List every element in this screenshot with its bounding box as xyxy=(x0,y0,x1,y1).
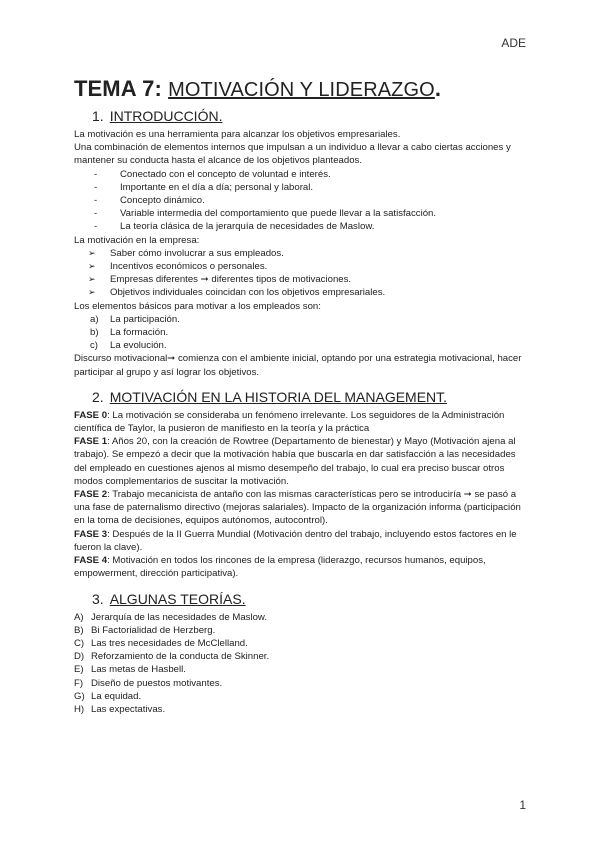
paragraph: La motivación en la empresa: xyxy=(74,234,200,246)
list-item xyxy=(74,650,530,663)
list-text: Bi Factorialidad de Herzberg. xyxy=(91,624,216,636)
title-main: MOTIVACIÓN Y LIDERAZGO xyxy=(168,79,435,101)
list-item: - La teoría clásica de la jerarquía de necesidades de Maslow. xyxy=(74,220,530,233)
section-number: 2. xyxy=(92,388,104,405)
list-item xyxy=(74,677,530,690)
list-text: Las expectativas. xyxy=(91,703,166,715)
paragraph: Una combinación de elementos internos que impulsan a un individuo a llevar a cabo ciertas acciones y mantener su conducta hasta el alcance de los objetivos planteados. xyxy=(74,142,511,167)
list-item xyxy=(74,326,530,339)
list-text: La formación. xyxy=(110,327,169,339)
list-text: La equidad. xyxy=(91,690,142,702)
section-management xyxy=(74,389,530,581)
list-label: b) xyxy=(90,327,99,339)
phase-text: : Después de la II Guerra Mundial (Motivación dentro del trabajo, incluyendo estos factores en le fueron la clave). xyxy=(74,528,517,553)
phase-label: FASE 0 xyxy=(74,409,108,421)
list-item: - Importante en el día a día; personal y laboral. xyxy=(74,181,530,194)
section-number: 3. xyxy=(92,590,104,607)
list-text: Las tres necesidades de McClelland. xyxy=(91,637,248,649)
list-text: La evolución. xyxy=(110,340,167,352)
section-title: INTRODUCCIÓN. xyxy=(109,108,223,124)
phase-text: : Trabajo mecanicista de antaño con las mismas características pero se introduciría ➞ se pasó a una fase de paternalismo directivo (mejoras salariales). Impacto de la organización informa (participación en la toma de decisiones, equipos autónomos, autocontrol). xyxy=(74,489,521,527)
list-item xyxy=(74,637,530,650)
dash-list xyxy=(74,168,530,234)
phase-paragraph xyxy=(74,528,530,554)
phase-label: FASE 1 xyxy=(74,436,108,448)
section-number: 1. xyxy=(92,108,104,124)
arrow-list xyxy=(74,247,530,300)
phase-text: : La motivación se consideraba un fenómeno irrelevante. Los seguidores de la Administración científica de Taylor, la pusieron de manifiesto en la teoría y la práctica xyxy=(74,409,505,435)
phase-paragraph xyxy=(74,435,530,488)
header-subject: ADE xyxy=(501,36,526,50)
list-item: - Variable intermedia del comportamiento que puede llevar a la satisfacción. xyxy=(74,207,530,220)
phase-paragraph xyxy=(74,409,530,435)
list-item: ➢ Empresas diferentes ➞ diferentes tipos de motivaciones. xyxy=(74,273,530,286)
list-label: C) xyxy=(74,637,85,649)
page-number: 1 xyxy=(519,798,526,812)
section-heading-introduccion xyxy=(92,108,530,124)
alpha-list xyxy=(74,313,530,353)
list-label: F) xyxy=(74,677,84,689)
list-label: A) xyxy=(74,611,84,623)
title-prefix: TEMA 7: xyxy=(74,76,162,101)
phase-label: FASE 3 xyxy=(74,528,108,540)
list-item: ➢ Objetivos individuales coincidan con los objetivos empresariales. xyxy=(74,286,530,299)
list-item: - Conectado con el concepto de voluntad e interés. xyxy=(74,168,530,181)
list-label: G) xyxy=(74,690,85,702)
list-label: c) xyxy=(90,340,98,352)
paragraph: Los elementos básicos para motivar a los empleados son: xyxy=(74,300,321,312)
list-item xyxy=(74,313,530,326)
phase-text: : Motivación en todos los rincones de la empresa (liderazgo, recursos humanos, equipos, empowerment, dirección participativa). xyxy=(74,555,486,580)
list-text: Las metas de Hasbell. xyxy=(91,664,186,676)
phase-label: FASE 2 xyxy=(74,489,108,501)
list-item: - Concepto dinámico. xyxy=(74,194,530,207)
list-item: ➢ Incentivos económicos o personales. xyxy=(74,260,530,273)
list-item: ➢ Saber cómo involucrar a sus empleados. xyxy=(74,247,530,260)
phase-paragraph xyxy=(74,554,530,580)
section-heading-teorias xyxy=(92,591,530,607)
list-label: B) xyxy=(74,624,84,636)
document-body xyxy=(74,76,530,716)
paragraph: Discurso motivacional➞ comienza con el ambiente inicial, optando por una estrategia motivacional, hacer participar al grupo y así lograr los objetivos. xyxy=(74,353,522,378)
list-item xyxy=(74,611,530,624)
paragraph: La motivación es una herramienta para alcanzar los objetivos empresariales. xyxy=(74,129,401,140)
section-title: ALGUNAS TEORÍAS. xyxy=(109,590,246,607)
section-heading-management xyxy=(92,389,530,405)
list-label: D) xyxy=(74,651,85,663)
theories-list xyxy=(74,611,530,717)
list-text: Diseño de puestos motivantes. xyxy=(91,677,223,689)
phase-label: FASE 4 xyxy=(74,555,108,567)
list-item xyxy=(74,663,530,676)
phase-paragraph xyxy=(74,488,530,528)
list-text: Reforzamiento de la conducta de Skinner. xyxy=(91,651,270,663)
section-teorias xyxy=(74,591,530,717)
list-item xyxy=(74,339,530,352)
list-label: H) xyxy=(74,703,85,715)
phase-text: : Años 20, con la creación de Rowtree (Departamento de bienestar) y Mayo (Motivación ajena al trabajo). Se empezó a decir que la motivación había que buscarla en dar satisfacción a las necesidades del empleado en cuestiones ajenos al mismo desempeño del trabajo, lo cual era preciso buscar otros modos complementarios de suscitar la motivación. xyxy=(74,436,516,487)
page-title xyxy=(74,76,530,102)
list-item xyxy=(74,690,530,703)
list-item xyxy=(74,624,530,637)
title-suffix: . xyxy=(434,76,442,101)
list-label: E) xyxy=(74,664,84,676)
list-text: Jerarquía de las necesidades de Maslow. xyxy=(91,611,267,623)
list-label: a) xyxy=(90,313,99,325)
section-title: MOTIVACIÓN EN LA HISTORIA DEL MANAGEMENT. xyxy=(109,388,448,405)
list-item xyxy=(74,703,530,716)
list-text: La participación. xyxy=(110,313,180,325)
